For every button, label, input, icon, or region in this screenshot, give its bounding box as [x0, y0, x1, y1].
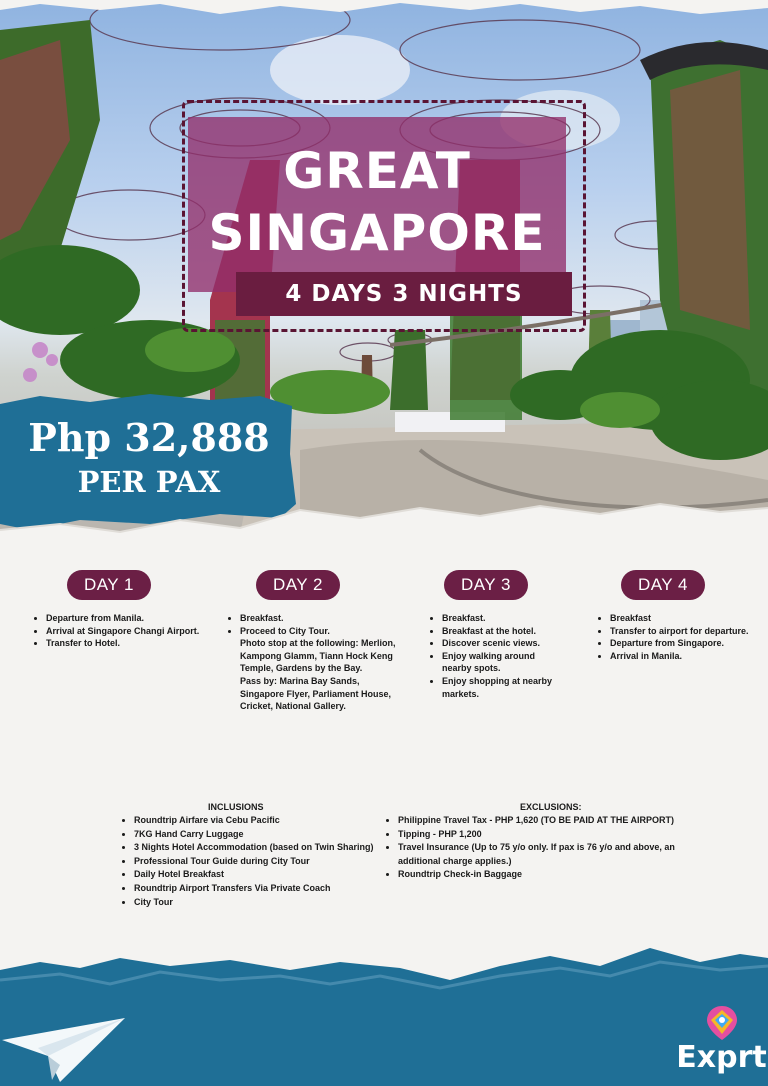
hero-image [0, 0, 768, 535]
exclusions-list [386, 814, 708, 882]
list-item: • 3 Nights Hotel Accommodation (based on Twin Sharing) [134, 841, 394, 855]
list-item: • Travel Insurance (Up to 75 y/o only. If pax is 76 y/o and above, an additional charge applies.) [398, 841, 708, 868]
price-unit: PER PAX [77, 465, 221, 499]
list-item: • Departure from Singapore. [610, 637, 750, 650]
list-item: • City Tour [134, 896, 394, 910]
list-item: • Transfer to Hotel. [46, 637, 221, 650]
title-line-2: SINGAPORE [208, 204, 546, 262]
pass-by-text: Pass by: Marina Bay Sands, Singapore Flyer, Parliament House, Cricket, National Gallery. [240, 675, 392, 712]
day-3-list [430, 612, 567, 700]
map-pin-icon [705, 1004, 739, 1042]
day-2-badge: DAY 2 [256, 570, 340, 600]
list-item [240, 625, 400, 713]
list-item: • Enjoy walking around nearby spots. [442, 650, 567, 675]
day-3-badge: DAY 3 [444, 570, 528, 600]
list-item: • Tipping - PHP 1,200 [398, 828, 708, 842]
list-item: • 7KG Hand Carry Luggage [134, 828, 394, 842]
list-item: • Arrival at Singapore Changi Airport. [46, 625, 221, 638]
day-2-list [228, 612, 400, 713]
day-4-badge: DAY 4 [621, 570, 705, 600]
list-item: • Roundtrip Airfare via Cebu Pacific [134, 814, 394, 828]
list-item: • Roundtrip Airport Transfers Via Private Coach [134, 882, 394, 896]
list-item: • Roundtrip Check-in Baggage [398, 868, 708, 882]
list-item: • Daily Hotel Breakfast [134, 868, 394, 882]
list-item: • Breakfast. [240, 612, 400, 625]
torn-paper-edge [0, 490, 768, 535]
photo-stop-text: Photo stop at the following: Merlion, Kampong Glamm, Tiann Hock Keng Temple, Gardens by the Bay. [240, 638, 396, 674]
day-1-list [34, 612, 221, 650]
list-item: • Breakfast. [442, 612, 567, 625]
list-item: • Professional Tour Guide during City Tour [134, 855, 394, 869]
list-item-text: • Proceed to City Tour. [240, 625, 330, 636]
day-1-badge: DAY 1 [67, 570, 151, 600]
inclusions-list [122, 814, 394, 909]
paper-plane-icon [0, 1010, 130, 1086]
list-item: • Breakfast [610, 612, 750, 625]
title-line-1: GREAT [283, 142, 471, 200]
logo-text: Exprt [676, 1040, 767, 1075]
list-item: • Enjoy shopping at nearby markets. [442, 675, 567, 700]
list-item: • Transfer to airport for departure. [610, 625, 750, 638]
list-item: • Breakfast at the hotel. [442, 625, 567, 638]
list-item: • Arrival in Manila. [610, 650, 750, 663]
price-amount: Php 32,888 [28, 415, 270, 460]
duration-badge: 4 DAYS 3 NIGHTS [236, 272, 572, 316]
page-title [188, 140, 566, 264]
inclusions-heading: INCLUSIONS [208, 802, 264, 812]
list-item: • Departure from Manila. [46, 612, 221, 625]
day-4-list [598, 612, 750, 662]
list-item: • Philippine Travel Tax - PHP 1,620 (TO BE PAID AT THE AIRPORT) [398, 814, 708, 828]
list-item: • Discover scenic views. [442, 637, 567, 650]
exclusions-heading: EXCLUSIONS: [520, 802, 582, 812]
